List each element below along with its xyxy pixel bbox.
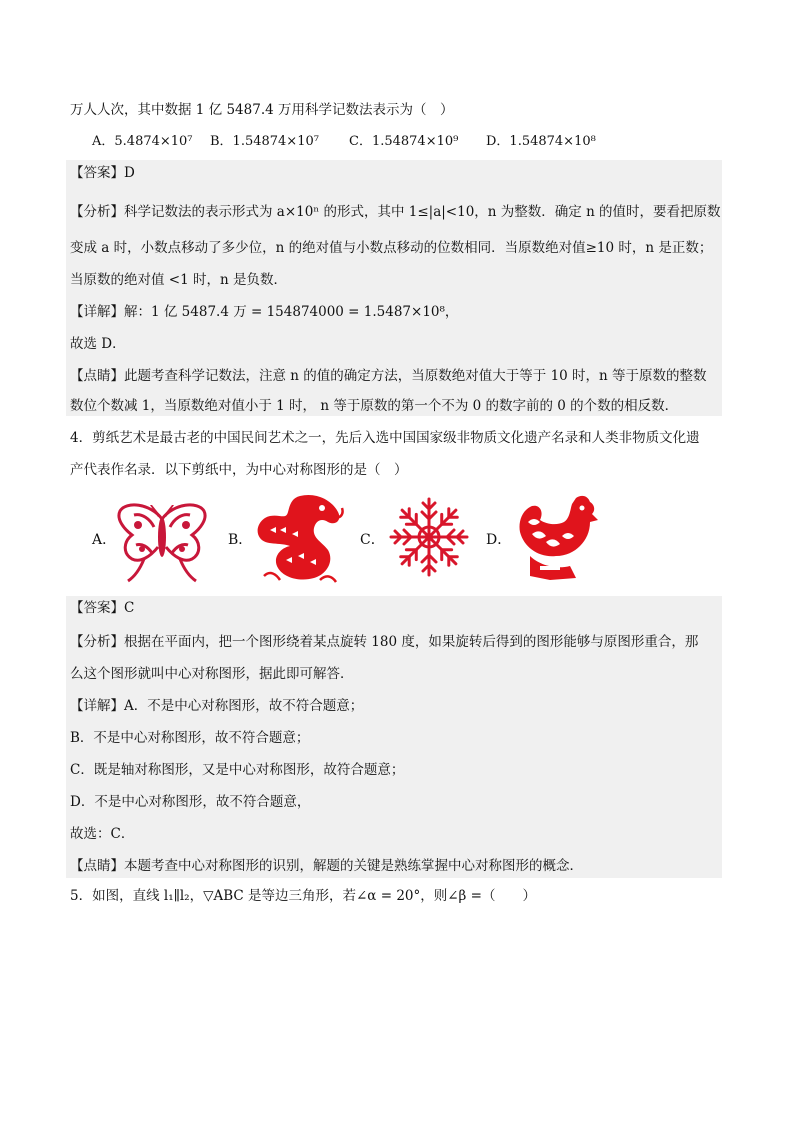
dragon-papercut-icon[interactable]: [250, 490, 346, 586]
q4-detail-3: C．既是轴对称图形，又是中心对称图形，故符合题意；: [70, 762, 405, 778]
q4-detail-2: B．不是中心对称图形，故不符合题意；: [70, 730, 310, 746]
q5-stem: 5．如图，直线 l₁∥l₂，▽ABC 是等边三角形，若∠α = 20°，则∠β =（ ）: [70, 888, 536, 904]
q3-analysis-1: 【分析】科学记数法的表示形式为 a×10ⁿ 的形式，其中 1≤|a|<10，n 为整数．确定 n 的值时，要看把原数: [70, 204, 721, 220]
q4-stem-1: 4．剪纸艺术是最古老的中国民间艺术之一，先后入选中国国家级非物质文化遗产名录和人类非物质文化遗: [70, 430, 700, 446]
snowflake-papercut-icon[interactable]: [386, 494, 472, 580]
q3-comment-1: 【点睛】此题考查科学记数法，注意 n 的值的确定方法，当原数绝对值大于等于 10 时，n 等于原数的整数: [70, 368, 707, 384]
q3-detail-1: 【详解】解：1 亿 5487.4 万 = 154874000 = 1.5487×10⁸，: [70, 304, 459, 320]
q4-option-d-label[interactable]: D．: [486, 532, 512, 548]
q3-analysis-3: 当原数的绝对值 <1 时，n 是负数．: [70, 272, 287, 288]
q4-stem-2: 产代表作名录．以下剪纸中，为中心对称图形的是（ ）: [70, 462, 408, 478]
q3-comment-2: 数位个数减 1，当原数绝对值小于 1 时， n 等于原数的第一个不为 0 的数字前的 0 的个数的相反数．: [70, 398, 679, 414]
q4-answer: 【答案】C: [70, 600, 135, 616]
q3-option-c[interactable]: C．1.54874×10⁹: [349, 134, 459, 149]
q4-option-a-label[interactable]: A．: [92, 532, 117, 548]
q3-stem: 万人人次，其中数据 1 亿 5487.4 万用科学记数法表示为（ ）: [70, 102, 454, 118]
rooster-papercut-icon[interactable]: [510, 492, 602, 586]
q4-analysis-2: 么这个图形就叫中心对称图形，据此即可解答．: [70, 666, 354, 682]
q4-option-c-label[interactable]: C．: [360, 532, 385, 548]
butterfly-papercut-icon[interactable]: [114, 497, 210, 583]
q4-option-b-label[interactable]: B．: [228, 532, 253, 548]
q3-answer: 【答案】D: [70, 165, 135, 181]
q4-detail-5: 故选：C．: [70, 826, 135, 842]
q3-detail-2: 故选 D．: [70, 336, 126, 352]
q3-analysis-2: 变成 a 时，小数点移动了多少位，n 的绝对值与小数点移动的位数相同．当原数绝对值≥10 时，n 是正数；: [70, 240, 713, 256]
q3-option-b[interactable]: B．1.54874×10⁷: [210, 134, 319, 149]
q4-comment: 【点睛】本题考查中心对称图形的识别，解题的关键是熟练掌握中心对称图形的概念．: [70, 858, 583, 874]
q4-detail-1: 【详解】A．不是中心对称图形，故不符合题意；: [70, 698, 364, 714]
q4-analysis-1: 【分析】根据在平面内，把一个图形绕着某点旋转 180 度，如果旋转后得到的图形能够与原图形重合，那: [70, 634, 699, 650]
q3-option-d[interactable]: D．1.54874×10⁸: [486, 134, 596, 149]
q4-detail-4: D．不是中心对称图形，故不符合题意，: [70, 794, 311, 810]
q3-option-a[interactable]: A．5.4874×10⁷: [92, 134, 193, 149]
